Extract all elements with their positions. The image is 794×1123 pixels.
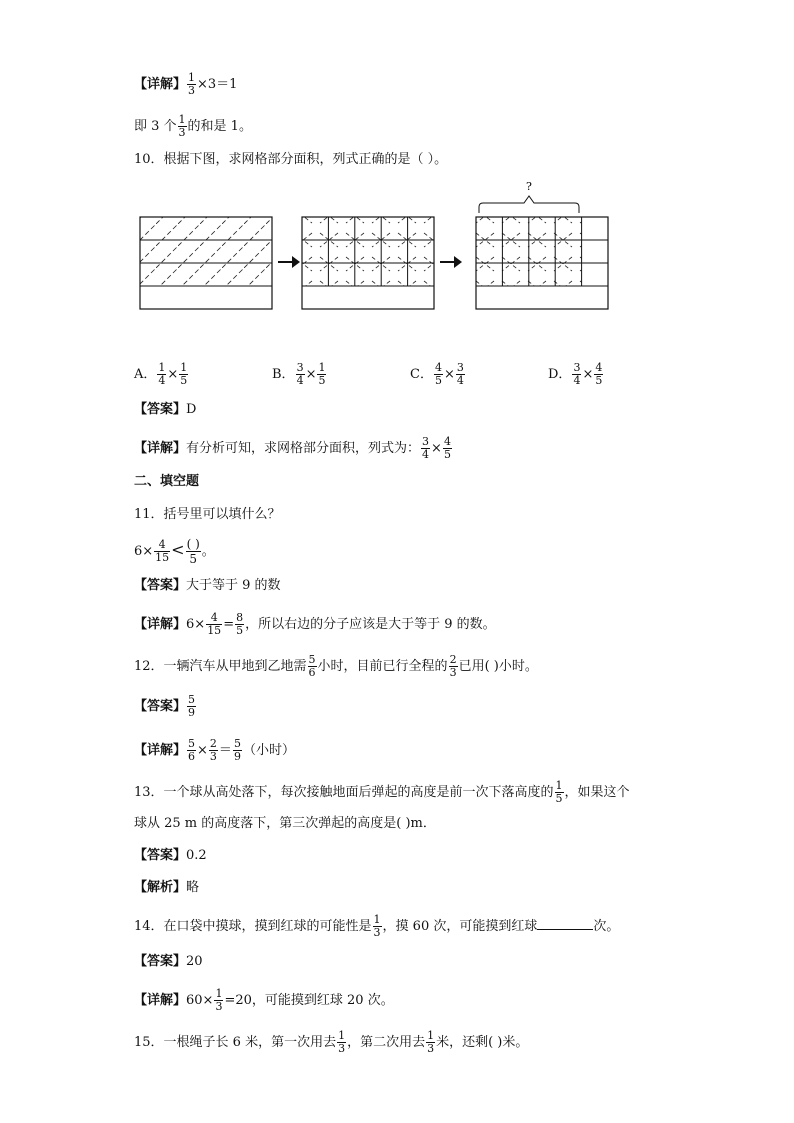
option-a[interactable]: A． $\frac{1}{4}$ × $\frac{1}{5}$ [134,361,188,387]
figure-1 [140,217,272,309]
question-12: 12．一辆汽车从甲地到乙地需 $\frac{5}{6}$ 小时，目前已行全程的 $\frac{2}{3}$ 已用( )小时。 [134,653,538,679]
question-11-expression: 6× $\frac{4}{15}$ < $\frac{( )}{5}$ 。 [134,537,215,566]
answer-13: 【答案】0.2 [134,848,207,863]
answer-14: 【答案】20 [134,954,203,969]
question-13: 13．一个球从高处落下，每次接触地面后弹起的高度是前一次下落高度的 $\frac{1}{5}$ ，如果这个 [134,779,630,805]
question-mark: ? [526,180,532,193]
option-d[interactable]: D． $\frac{3}{4}$ × $\frac{4}{5}$ [548,361,603,387]
analysis-13: 【解析】略 [134,880,200,895]
question-11: 11．括号里可以填什么？ [134,507,281,522]
detail-11: 【详解】6× $\frac{4}{15}$ = $\frac{8}{5}$ ，所以右边的分子应该是大于等于 9 的数。 [134,611,496,637]
answer-11: 【答案】大于等于 9 的数 [134,578,281,593]
arrow-icon [440,256,462,268]
question-10: 10．根据下图，求网格部分面积，列式正确的是（ ）。 [134,152,448,167]
answer-12: 【答案】 $\frac{5}{9}$ [134,693,196,719]
arrow-icon [278,256,300,268]
figure-3 [476,180,608,309]
detail-14: 【详解】60× $\frac{1}{3}$ =20，可能摸到红球 20 次。 [134,987,394,1013]
detail-line-2: 即 3 个 $\frac{1}{3}$ 的和是 1。 [134,113,252,139]
section-title: 二、填空题 [134,474,200,489]
detail-12: 【详解】 $\frac{5}{6}$ × $\frac{2}{3}$ ＝ $\frac{5}{9}$ （小时） [134,737,295,763]
option-c[interactable]: C． $\frac{4}{5}$ × $\frac{3}{4}$ [410,361,464,387]
question-13-line-2: 球从 25 m 的高度落下，第三次弹起的高度是( )m． [134,816,436,831]
answer-blank[interactable] [537,917,593,930]
detail-line-1: 【详解】 $\frac{1}{3}$ ×3＝1 [134,71,238,97]
fraction: $\frac{1}{3}$ [178,113,186,139]
detail-tag: 【详解】 [134,77,187,92]
answer-10: 【答案】D [134,402,197,417]
question-14: 14．在口袋中摸球，摸到红球的可能性是 $\frac{1}{3}$ ，摸 60 次，可能摸到红球 次。 [134,913,620,939]
figure-2 [302,217,434,309]
option-b[interactable]: B． $\frac{3}{4}$ × $\frac{1}{5}$ [272,361,326,387]
detail-10: 【详解】有分析可知，求网格部分面积，列式为： $\frac{3}{4}$ × $\frac{4}{5}$ [134,435,451,461]
question-15: 15．一根绳子长 6 米，第一次用去 $\frac{1}{3}$ ，第二次用去 $\frac{1}{3}$ 米，还剩( )米。 [134,1029,529,1055]
fraction: $\frac{1}{3}$ [188,71,196,97]
grid-area-figure [134,180,614,315]
